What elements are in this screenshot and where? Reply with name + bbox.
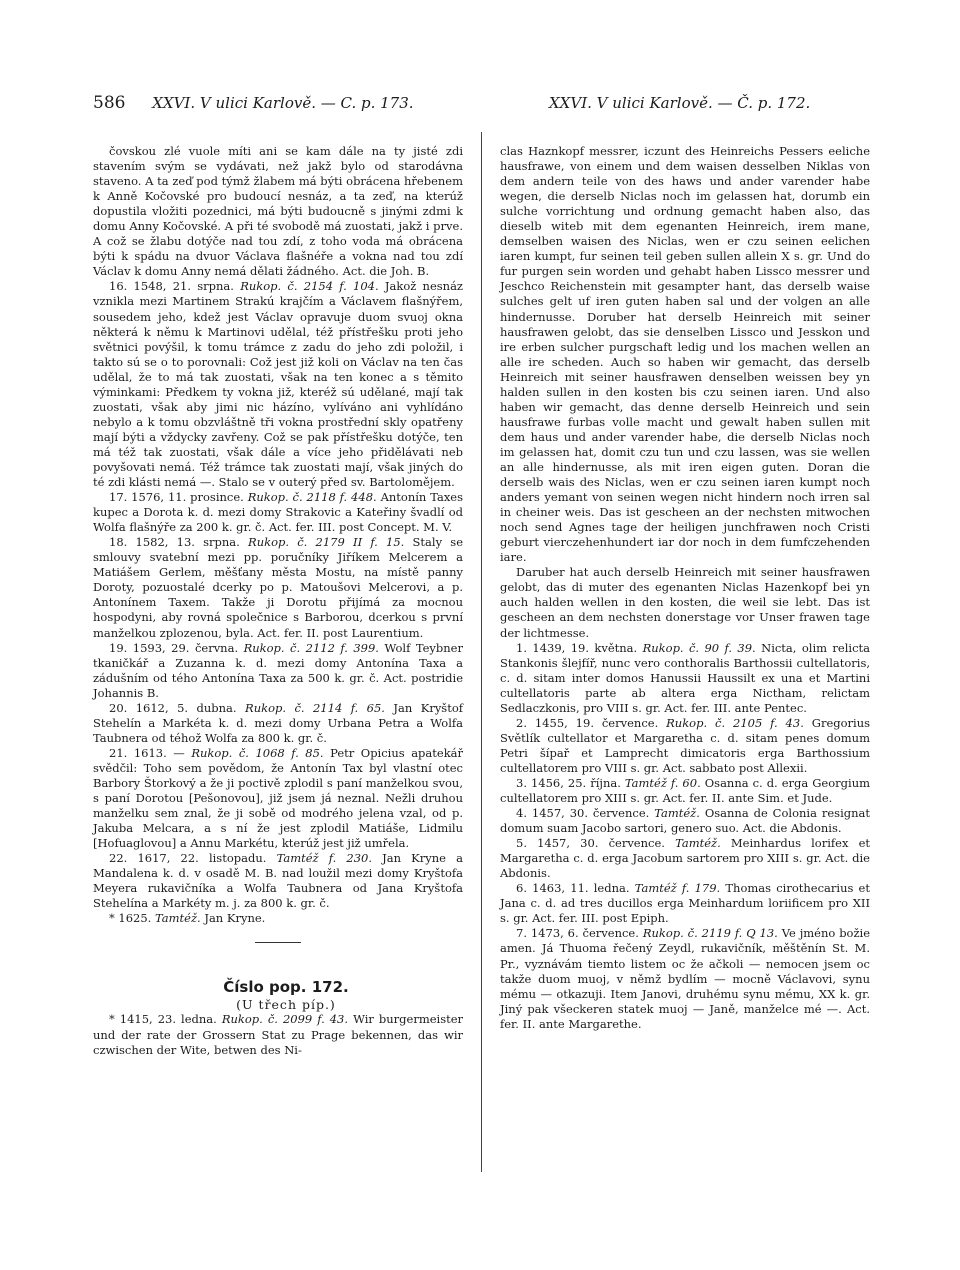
record-text: Nicta, olim relicta Stankonis šlejfíř, nunc vero conthoralis Barthossii cultellatoris, c. d. sitam inter domos Hanussii Haussilt ex una et Martini cultellatoris parte ab altera erga Nictham, relictam Sedlaczkonis, pro VIII s. gr. Act. fer. III. ante Pentec. <box>500 640 871 715</box>
record-paragraph <box>93 851 463 911</box>
left-page-header <box>93 94 414 112</box>
record-source-reference: Tamtéž f. 230. <box>276 851 372 866</box>
section-separator <box>255 942 301 943</box>
record-text: Thomas cirothecarius et Jana c. d. ad tres ducillos erga Meinhardum loriificem pro XII s. gr. Act. fer. III. post Epiph. <box>500 881 870 926</box>
record-source-reference: Tamtéž. <box>154 911 201 926</box>
record-paragraph <box>500 806 870 836</box>
record-source-reference: Rukop. č. 2179 II f. 15. <box>248 535 405 550</box>
record-paragraph <box>93 279 463 490</box>
record-source-reference: Rukop. č. 2105 f. 43. <box>666 715 804 730</box>
record-source-reference: Rukop. č. 2099 f. 43. <box>221 1012 349 1027</box>
record-paragraph <box>93 701 463 746</box>
record-paragraph <box>93 490 463 535</box>
right-page-header <box>549 94 810 112</box>
record-text: Meinhardus lorifex et Margaretha c. d. erga Jacobum sartorem pro XIII s. gr. Act. die Abdonis. <box>500 836 871 881</box>
record-text: clas Haznkopf messrer, iczunt des Heinreichs Pessers eeliche hausfrawe, von einem und dem waisen desselben Niklas von dem andern teile von des haws und ander varender habe wegen, die derselb Niclas noch im gelassen hat, dorumb ein sulche vorrichtung und ordnung gemacht haben also, das dieselb witeb mit dem egenanten Heinreich, irem mane, demselben waisen des Niclas, wen er czu seinen eelichen iaren kumpt, fur seinen teil geben sullen allein X s. gr. Und do fur purgen sein worden und gehabt haben Lissco messrer und Jeschco Reichenstein mit gesampter hant, das derselb waise sulches gelt uf iren guten haben sal und der volgen an alle hindernusse. Doruber hat derselb Heinreich mit seiner hausfrawen gelobt, das sie denselben Lissco und Jesskon und ire erben sulcher purgschaft ledig und los machen wellen an alle ire scheden. Auch so haben wir gemacht, das derselb Heinreich mit seiner hausfrawen denselben weissen bey yn halden sullen in den kosten bis czu seinen iaren. Und also haben wir gemacht, das denne derselb Heinreich und sein hausfrawe furbas volle macht und gewalt haben sullen mit dem haus und ander varender habe, die derselb Niclas noch im gelassen hat, domit czu tun und czu lassen, was sie wellen an alle hindernusse, als mit iren eigen guten. Doran die derselb wais des Niclas, wen er czu seinen iaren kumpt noch anders yemant von seinen wegen nicht hindern noch irren sal in cheiner weis. Das ist gescheen an der nechsten mitwochen noch send Agnes tage der heiligen junchfrawen noch Cristi geburt vierczehenhundert iar dor noch in dem fumfczehenden iare. <box>500 144 870 565</box>
record-source-reference: Tamtéž. <box>654 806 700 821</box>
record-source-reference: Rukop. č. 2119 f. Q 13. <box>642 926 778 941</box>
record-number: 21. 1613. — <box>109 745 185 760</box>
record-paragraph <box>93 641 463 701</box>
record-paragraph <box>500 716 870 776</box>
record-paragraph <box>500 641 870 716</box>
record-text: Jan Kryštof Stehelín a Markéta k. d. mezi domy Urbana Petra a Wolfa Taubnera od téhož Wolfa za 800 k. gr. č. <box>93 700 464 745</box>
record-number: 7. 1473, 6. července. <box>516 926 639 941</box>
record-text: Gregorius Světlík cultellator et Margaretha c. d. sitam penes domum Petri šípař et Lamprecht dimicatoris erga Barthossium cultellatorem pro VIII s. gr. Act. sabbato post Allexii. <box>500 715 871 775</box>
record-paragraph <box>500 776 870 806</box>
record-text: Osanna c. d. erga Georgium cultellatorem pro XIII s. gr. Act. fer. II. ante Sim. et Jude. <box>500 775 871 806</box>
record-text: Daruber hat auch derselb Heinreich mit seiner hausfrawen gelobt, das di muter des egenanten Niclas Hazenkopf bei yn auch halden wellen in den kosten, die weil sie lebt. Das ist gescheen an dem nechsten donerstage vor Unser frawen tage der lichtmesse. <box>500 565 870 640</box>
record-number: 4. 1457, 30. července. <box>516 806 650 821</box>
record-source-reference: Rukop. č. 2112 f. 399. <box>243 640 379 655</box>
record-source-reference: Tamtéž. <box>675 836 721 851</box>
record-paragraph <box>93 746 463 851</box>
record-text: Petr Opicius apatekář svědčil: Toho sem povědom, že Antonín Tax byl vlastní otec Barbory Štorkový a že ji poctivě zplodil s paní manželkou svou, s paní Dorotou [Pešonovou], již jsem já neznal. Nežli druhou manželku sem znal, že ji sobě od modrého jelena vzal, od p. Jakuba Melcara, a s ní že jest zplodil Matiáše, Lidmilu [Hofuaglovou] a Annu Markétu, kterúž jest již umřela. <box>93 745 464 851</box>
record-source-reference: Tamtéž f. 179. <box>634 881 721 896</box>
record-text: Wir burgermeister und der rate der Grossern Stat zu Prage bekennen, das wir czwischen der Wite, betwen des Ni- <box>93 1012 464 1057</box>
record-paragraph <box>93 535 463 640</box>
record-text: Antonín Taxes kupec a Dorota k. d. mezi domy Strakovic a Kateřiny švadlí od Wolfa flašnýře za 200 k. gr. č. Act. fer. III. post Concept. M. V. <box>93 490 464 535</box>
left-running-title: XXVI. V ulici Karlově. — C. p. 173. <box>152 94 414 112</box>
record-number: 3. 1456, 25. října. <box>516 775 621 790</box>
record-number: 2. 1455, 19. července. <box>516 715 659 730</box>
column-divider <box>481 132 482 1172</box>
record-paragraph <box>93 911 463 926</box>
record-text: Wolf Teybner tkaničkář a Zuzanna k. d. mezi domy Antonína Taxa a zádušním od tého Antonína Taxa za 500 k. gr. č. Act. postridie Johannis B. <box>93 640 463 700</box>
record-paragraph <box>500 565 870 640</box>
record-number: 5. 1457, 30. července. <box>516 836 665 851</box>
right-column <box>500 144 870 1032</box>
record-paragraph <box>500 881 870 926</box>
record-number: 20. 1612, 5. dubna. <box>109 700 237 715</box>
record-number: 1. 1439, 19. května. <box>516 640 638 655</box>
record-number: 19. 1593, 29. června. <box>109 640 239 655</box>
record-source-reference: Rukop. č. 90 f. 39. <box>642 640 756 655</box>
record-paragraph <box>93 1012 463 1057</box>
section-title: Číslo pop. 172. <box>223 978 349 997</box>
record-text: Jan Kryne a Mandalena k. d. v osadě M. B. nad loužil mezi domy Kryštofa Meyera rukavičníka a Wolfa Taubnera od Jana Kryštofa Stehelína a Markéty m. j. za 800 k. gr. č. <box>93 851 463 911</box>
left-column-entries <box>93 144 463 926</box>
record-number: * 1415, 23. ledna. <box>109 1012 217 1027</box>
record-paragraph <box>500 836 870 881</box>
record-number: 18. 1582, 13. srpna. <box>109 535 240 550</box>
left-column <box>93 144 463 1058</box>
record-paragraph <box>93 144 463 279</box>
record-number: 16. 1548, 21. srpna. <box>109 279 234 294</box>
record-number: 6. 1463, 11. ledna. <box>516 881 630 896</box>
record-number: * 1625. <box>109 911 152 926</box>
record-number: 22. 1617, 22. listopadu. <box>109 851 267 866</box>
record-source-reference: Rukop. č. 2118 f. 448. <box>247 490 377 505</box>
record-source-reference: Rukop. č. 1068 f. 85. <box>191 745 324 760</box>
record-text: Ve jméno božie amen. Já Thuoma řečený Zeydl, rukavičník, měštěnín St. M. Pr., vyznávám tiemto listem oc že ačkoli — nemocen jsem oc takže duom muoj, v němž bydlím — mocně Václavovi, synu mému — otkazuji. Item Janovi, druhému synu mému, XX k. gr. Jiný pak všeckeren statek muoj — Janě, manželce mé —. Act. fer. II. ante Margarethe. <box>500 926 871 1031</box>
section-subtitle: (U třech píp.) <box>236 997 336 1013</box>
record-text: Staly se smlouvy svatební mezi pp. poručníky Jiříkem Melcerem a Matiášem Gerlem, měšťany města Mostu, na místě panny Doroty, pozuostalé dcerky po p. Matoušovi Melcerovi, a p. Antonínem Taxem. Takže ji Dorotu přijímá za mocnou hospodyni, aby rovná společnice s Barborou, dcerkou s první manželkou zplozenou, byla. Act. fer. II. post Laurentium. <box>93 535 463 640</box>
right-running-title: XXVI. V ulici Karlově. — Č. p. 172. <box>549 94 811 112</box>
page-number: 586 <box>93 93 126 113</box>
record-text: Jakož nesnáz vznikla mezi Martinem Strakú krajčím a Václavem flašnýřem, sousedem jeho, kdež jest Václav opravuje duom svuoj okna některá k němu k Martinovi udělal, též přístřešku proti jeho světnici povýšil, k tomu trámce z zadu do jeho zdi položil, i takto sú se o to porovnali: Což jest již koli on Václav na ten čas udělal, že to má tak zuostati, však na ten konec a s těmito výminkami: Předkem ty vokna již, kteréž sú udělané, mají tak zuostati, však aby jimi nic házíno, vylíváno ani vyhlídáno nebylo a k tomu obzvláštně tři vokna prostřední skly opatřeny mají býti a vždycky zavřeny. Což se pak přístřešku dotýče, ten má též tak zuostati, však dále a více jeho přidělávati neb povyšovati nemá. Též trámce tak zuostati mají, však jiných do té zdi klásti nemá —. Stalo se v outerý před sv. Bartolomějem. <box>93 279 463 490</box>
section-entries <box>93 1012 463 1057</box>
record-source-reference: Tamtéž f. 60. <box>624 775 701 790</box>
record-number: 17. 1576, 11. prosince. <box>109 490 244 505</box>
record-paragraph <box>500 926 870 1031</box>
record-text: Jan Kryne. <box>204 911 266 926</box>
right-column-entries <box>500 144 870 1032</box>
record-text: Osanna de Colonia resignat domum suam Jacobo sartori, genero suo. Act. die Abdonis. <box>500 806 870 836</box>
record-paragraph <box>500 144 870 565</box>
record-source-reference: Rukop. č. 2154 f. 104. <box>240 279 379 294</box>
record-source-reference: Rukop. č. 2114 f. 65. <box>245 700 385 715</box>
record-text: čovskou zlé vuole míti ani se kam dále na ty jisté zdi stavením svým se vydávati, než jakž bylo od starodávna staveno. A ta zeď pod týmž žlabem má býti obrácena hřebenem k Anně Kočovské pro budoucí nesnáz, a ta zeď, na kterúž dopustila vložiti pozednici, má býti budoucně s jinými zdmi k domu Anny Kočovské. A při té svobodě má zuostati, jakž i prve. A což se žlabu dotýče nad tou zdí, z toho voda má obrácena býti k spádu na dvuor Václava flašnéře a vokna nad tou zdí Václav k domu Anny nemá dělati žádného. Act. die Joh. B. <box>93 144 463 279</box>
